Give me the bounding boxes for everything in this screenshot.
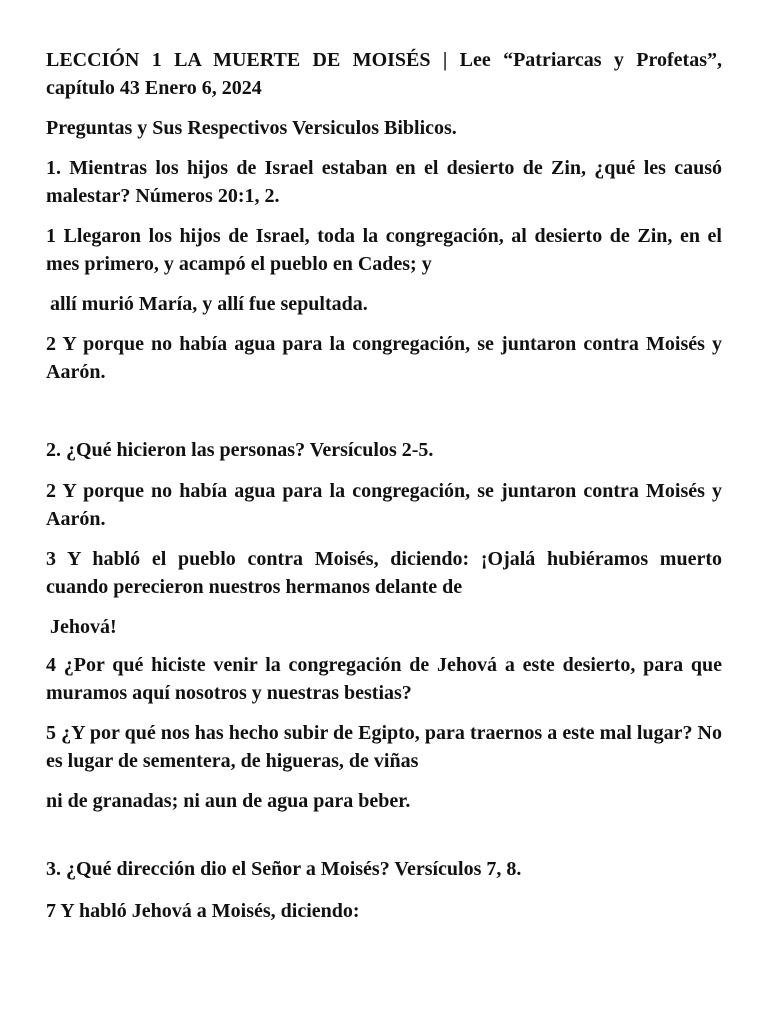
verse-paragraph: 2 Y porque no había agua para la congregación, se juntaron contra Moisés y Aarón. [46,480,722,530]
verse-continuation: ni de granadas; ni aun de agua para beber. [46,790,411,812]
verse-paragraph: 2 Y porque no había agua para la congregación, se juntaron contra Moisés y Aarón. [46,333,722,383]
verse-continuation: Jehová! [50,616,117,638]
question-1: 1. Mientras los hijos de Israel estaban en el desierto de Zin, ¿qué les causó malestar? Números 20:1, 2. [46,157,722,207]
lesson-title: LECCIÓN 1 LA MUERTE DE MOISÉS | Lee “Patriarcas y Profetas”, capítulo 43 Enero 6, 2024 [46,49,722,99]
question-3: 3. ¿Qué dirección dio el Señor a Moisés? Versículos 7, 8. [46,858,522,880]
question-2: 2. ¿Qué hicieron las personas? Versículos 2-5. [46,439,434,461]
verse-paragraph: 3 Y habló el pueblo contra Moisés, diciendo: ¡Ojalá hubiéramos muerto cuando perecieron nuestros hermanos delante de [46,548,722,598]
verse-paragraph: 1 Llegaron los hijos de Israel, toda la congregación, al desierto de Zin, en el mes primero, y acampó el pueblo en Cades; y [46,225,722,275]
verse-paragraph: 5 ¿Y por qué nos has hecho subir de Egipto, para traernos a este mal lugar? No es lugar de sementera, de higueras, de viñas [46,722,722,772]
section-heading: Preguntas y Sus Respectivos Versiculos Biblicos. [46,117,457,139]
verse-continuation: allí murió María, y allí fue sepultada. [50,293,368,315]
verse-paragraph: 4 ¿Por qué hiciste venir la congregación de Jehová a este desierto, para que muramos aquí nosotros y nuestras bestias? [46,654,722,704]
verse-paragraph: 7 Y habló Jehová a Moisés, diciendo: [46,900,360,922]
